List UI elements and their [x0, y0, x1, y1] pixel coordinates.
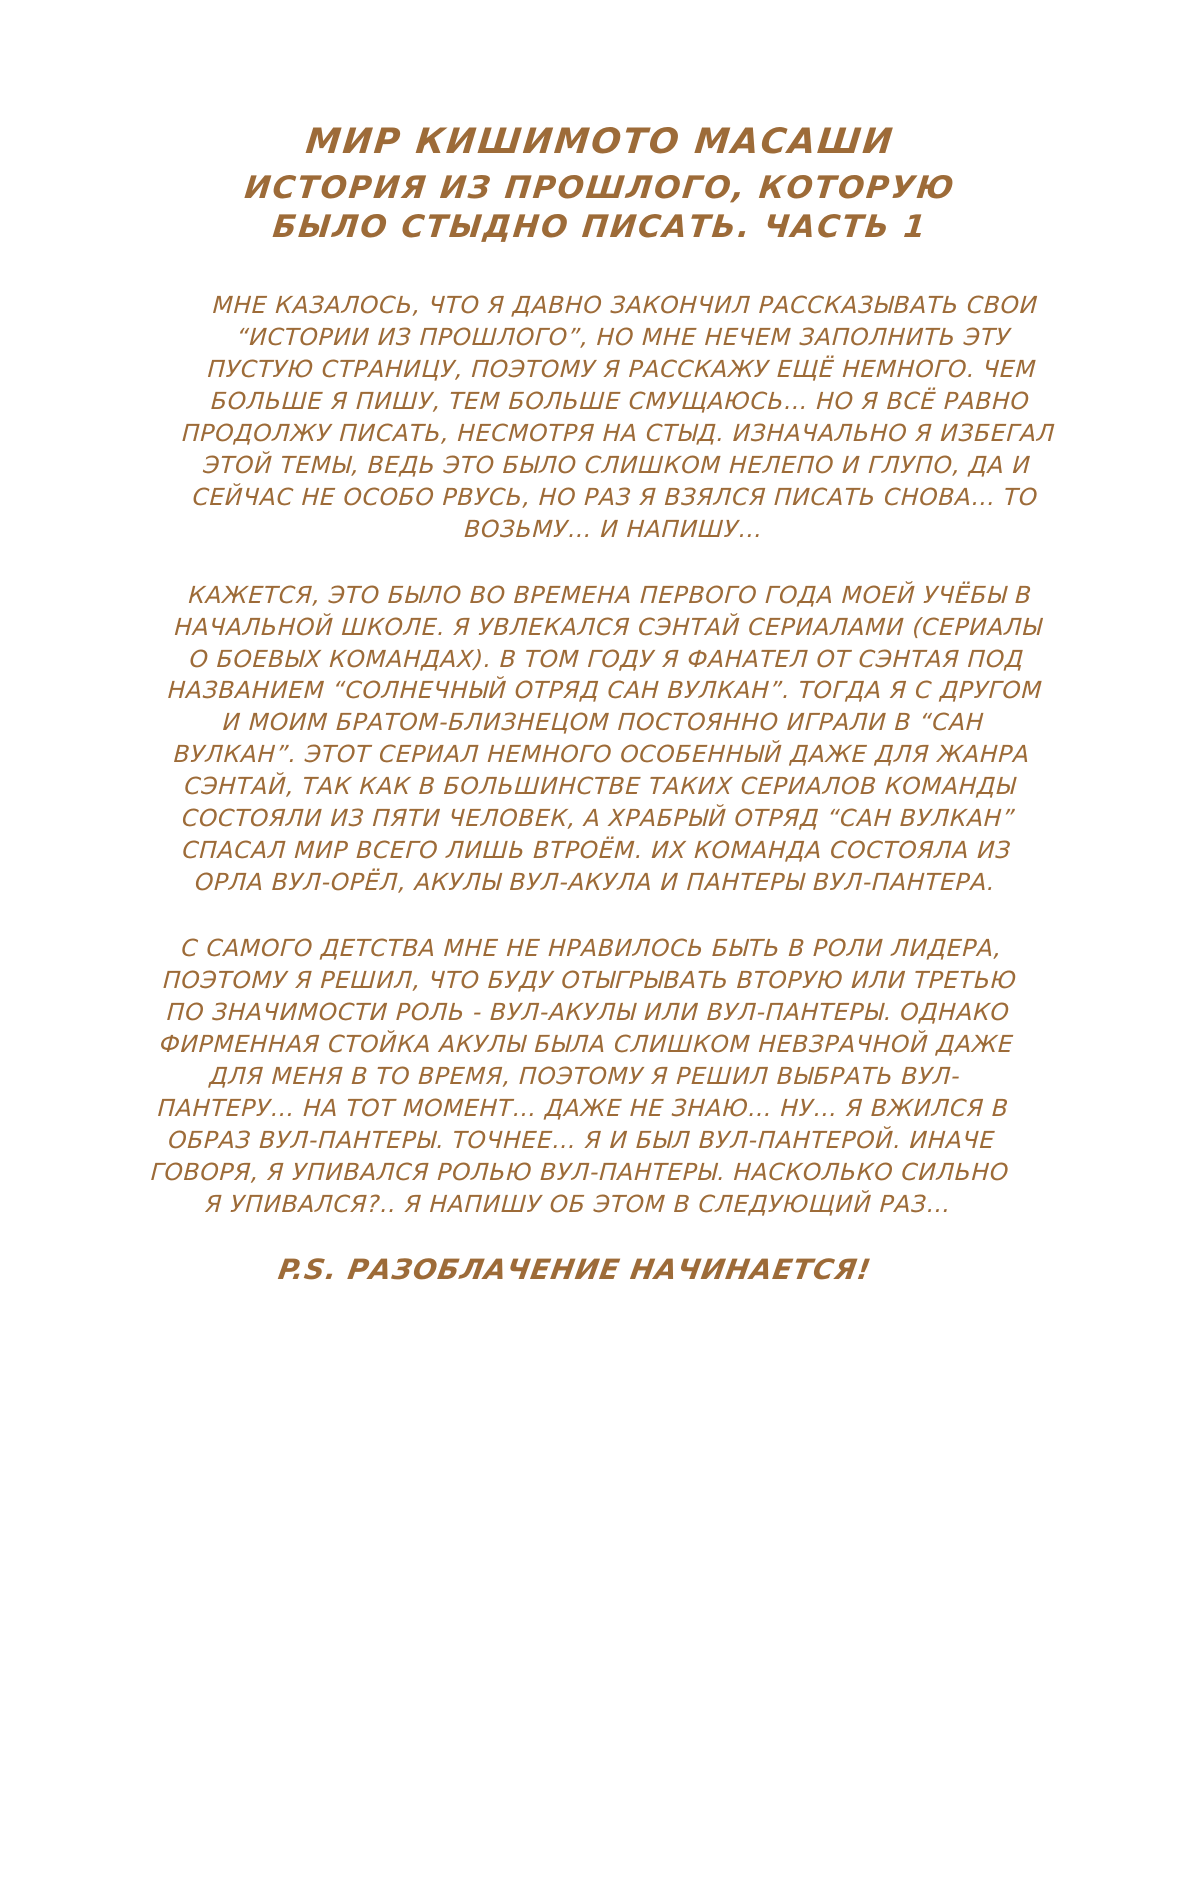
page-content [150, 120, 1056, 1289]
paragraph-2: КАЖЕТСЯ, ЭТО БЫЛО ВО ВРЕМЕНА ПЕРВОГО ГОДА МОЕЙ УЧЁБЫ В НАЧАЛЬНОЙ ШКОЛЕ. Я УВЛЕКАЛСЯ СЭНТАЙ СЕРИАЛАМИ (СЕРИАЛЫ О БОЕВЫХ КОМАНДАХ). В ТОМ ГОДУ Я ФАНАТЕЛ ОТ СЭНТАЯ ПОД НАЗВАНИЕМ “СОЛНЕЧНЫЙ ОТРЯД САН ВУЛКАН”. ТОГДА Я С ДРУГОМ И МОИМ БРАТОМ-БЛИЗНЕЦОМ ПОСТОЯННО ИГРАЛИ В “САН ВУЛКАН”. ЭТОТ СЕРИАЛ НЕМНОГО ОСОБЕННЫЙ ДАЖЕ ДЛЯ ЖАНРА СЭНТАЙ, ТАК КАК В БОЛЬШИНСТВЕ ТАКИХ СЕРИАЛОВ КОМАНДЫ СОСТОЯЛИ ИЗ ПЯТИ ЧЕЛОВЕК, А ХРАБРЫЙ ОТРЯД “САН ВУЛКАН” СПАСАЛ МИР ВСЕГО ЛИШЬ ВТРОЁМ. ИХ КОМАНДА СОСТОЯЛА ИЗ ОРЛА ВУЛ-ОРЁЛ, АКУЛЫ ВУЛ-АКУЛА И ПАНТЕРЫ ВУЛ-ПАНТЕРА. [167, 580, 1044, 897]
body-text [134, 290, 1066, 1289]
title-line-2: ИСТОРИЯ ИЗ ПРОШЛОГО, КОТОРУЮ [242, 169, 958, 206]
ps-note: P.S. РАЗОБЛАЧЕНИЕ НАЧИНАЕТСЯ! [276, 1252, 874, 1286]
paragraph-1: МНЕ КАЗАЛОСЬ, ЧТО Я ДАВНО ЗАКОНЧИЛ РАССКАЗЫВАТЬ СВОИ “ИСТОРИИ ИЗ ПРОШЛОГО”, НО МНЕ НЕЧЕМ ЗАПОЛНИТЬ ЭТУ ПУСТУЮ СТРАНИЦУ, ПОЭТОМУ Я РАССКАЖУ ЕЩЁ НЕМНОГО. ЧЕМ БОЛЬШЕ Я ПИШУ, ТЕМ БОЛЬШЕ СМУЩАЮСЬ… НО Я ВСЁ РАВНО ПРОДОЛЖУ ПИСАТЬ, НЕСМОТРЯ НА СТЫД. ИЗНАЧАЛЬНО Я ИЗБЕГАЛ ЭТОЙ ТЕМЫ, ВЕДЬ ЭТО БЫЛО СЛИШКОМ НЕЛЕПО И ГЛУПО, ДА И СЕЙЧАС НЕ ОСОБО РВУСЬ, НО РАЗ Я ВЗЯЛСЯ ПИСАТЬ СНОВА… ТО ВОЗЬМУ… И НАПИШУ… [181, 291, 1056, 543]
paragraph-3: С САМОГО ДЕТСТВА МНЕ НЕ НРАВИЛОСЬ БЫТЬ В РОЛИ ЛИДЕРА, ПОЭТОМУ Я РЕШИЛ, ЧТО БУДУ ОТЫГРЫВАТЬ ВТОРУЮ ИЛИ ТРЕТЬЮ ПО ЗНАЧИМОСТИ РОЛЬ - ВУЛ-АКУЛЫ ИЛИ ВУЛ-ПАНТЕРЫ. ОДНАКО ФИРМЕННАЯ СТОЙКА АКУЛЫ БЫЛА СЛИШКОМ НЕВЗРАЧНОЙ ДАЖЕ ДЛЯ МЕНЯ В ТО ВРЕМЯ, ПОЭТОМУ Я РЕШИЛ ВЫБРАТЬ ВУЛ-ПАНТЕРУ… НА ТОТ МОМЕНТ… ДАЖЕ НЕ ЗНАЮ… НУ… Я ВЖИЛСЯ В ОБРАЗ ВУЛ-ПАНТЕРЫ. ТОЧНЕЕ… Я И БЫЛ ВУЛ-ПАНТЕРОЙ. ИНАЧЕ ГОВОРЯ, Я УПИВАЛСЯ РОЛЬЮ ВУЛ-ПАНТЕРЫ. НАСКОЛЬКО СИЛЬНО Я УПИВАЛСЯ?.. Я НАПИШУ ОБ ЭТОМ В СЛЕДУЮЩИЙ РАЗ… [150, 934, 1018, 1218]
title-line-3: БЫЛО СТЫДНО ПИСАТЬ. ЧАСТЬ 1 [271, 209, 930, 246]
page-title [160, 120, 1040, 248]
title-line-1: МИР КИШИМОТО МАСАШИ [303, 122, 897, 162]
